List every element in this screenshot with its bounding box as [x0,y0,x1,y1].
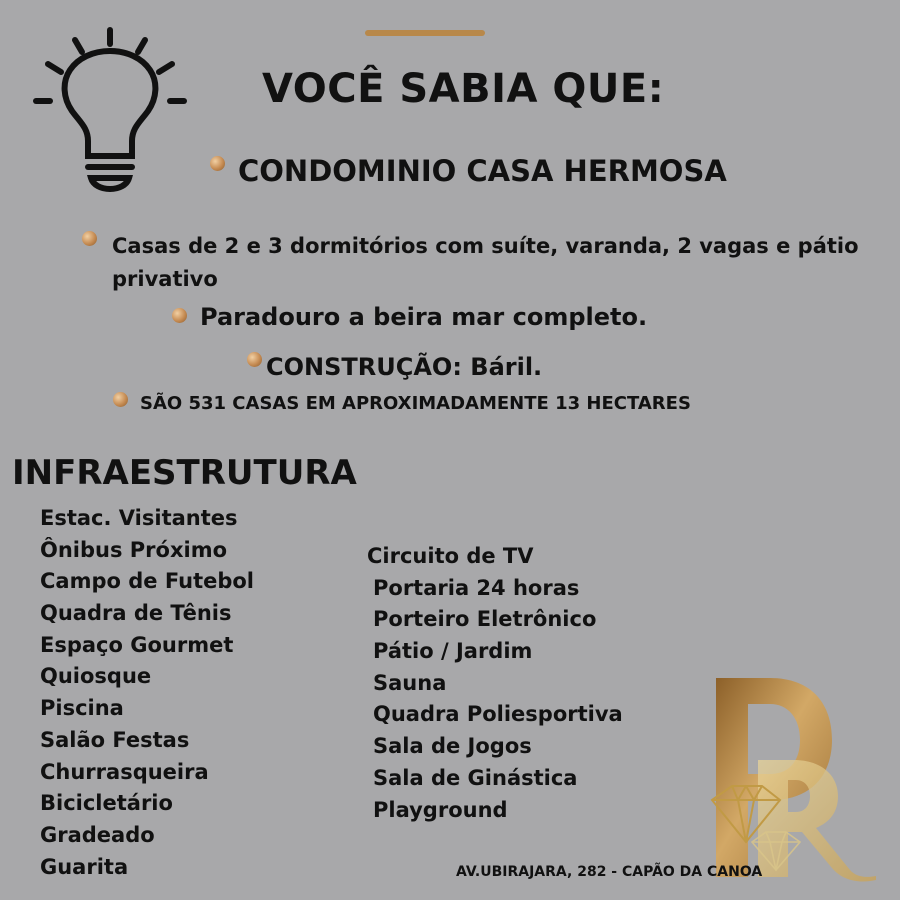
page-title: VOCÊ SABIA QUE: [262,66,665,112]
list-item: Quadra de Tênis [40,601,232,626]
list-item: Churrasqueira [40,759,209,784]
list-item: Sauna [373,670,447,695]
infra-list-left [40,503,254,883]
highlight-condominio: CONDOMINIO CASA HERMOSA [238,154,727,188]
list-item: Playground [373,797,508,822]
list-item: Sala de Ginástica [373,765,578,790]
infraestrutura-heading: INFRAESTRUTURA [12,453,357,493]
list-item: Piscina [40,696,124,721]
list-item: Bicicletário [40,791,173,816]
list-item: Guarita [40,854,129,879]
top-accent-bar [365,30,485,36]
list-item: Portaria 24 horas [373,575,580,600]
list-item: Sala de Jogos [373,734,532,759]
infra-list-right [367,541,623,826]
rr-diamond-logo [690,672,890,882]
lightbulb-icon [28,24,198,199]
list-item: Porteiro Eletrônico [373,607,597,632]
bullet-dot-icon [172,308,187,323]
bullet-dot-icon [247,352,262,367]
highlight-paradouro: Paradouro a beira mar completo. [200,303,648,331]
list-item: Gradeado [40,822,155,847]
footer-address: AV.UBIRAJARA, 282 - CAPÃO DA CANOA [456,864,763,880]
bullet-dot-icon [210,156,225,171]
highlight-casas-hectares: SÃO 531 CASAS EM APROXIMADAMENTE 13 HECTARES [140,393,691,414]
list-item: Quadra Poliesportiva [373,702,623,727]
list-item: Salão Festas [40,727,190,752]
list-item: Ônibus Próximo [40,537,228,562]
list-item: Quiosque [40,664,152,689]
bullet-dot-icon [82,231,97,246]
highlight-casas: Casas de 2 e 3 dormitórios com suíte, varanda, 2 vagas e pátio privativo [112,234,859,291]
list-item: Pátio / Jardim [373,639,533,664]
list-item: Espaço Gourmet [40,632,234,657]
highlight-construcao: CONSTRUÇÃO: Báril. [266,353,543,381]
list-item: Estac. Visitantes [40,506,238,530]
bullet-dot-icon [113,392,128,407]
list-item: Circuito de TV [367,544,534,568]
list-item: Campo de Futebol [40,569,255,594]
